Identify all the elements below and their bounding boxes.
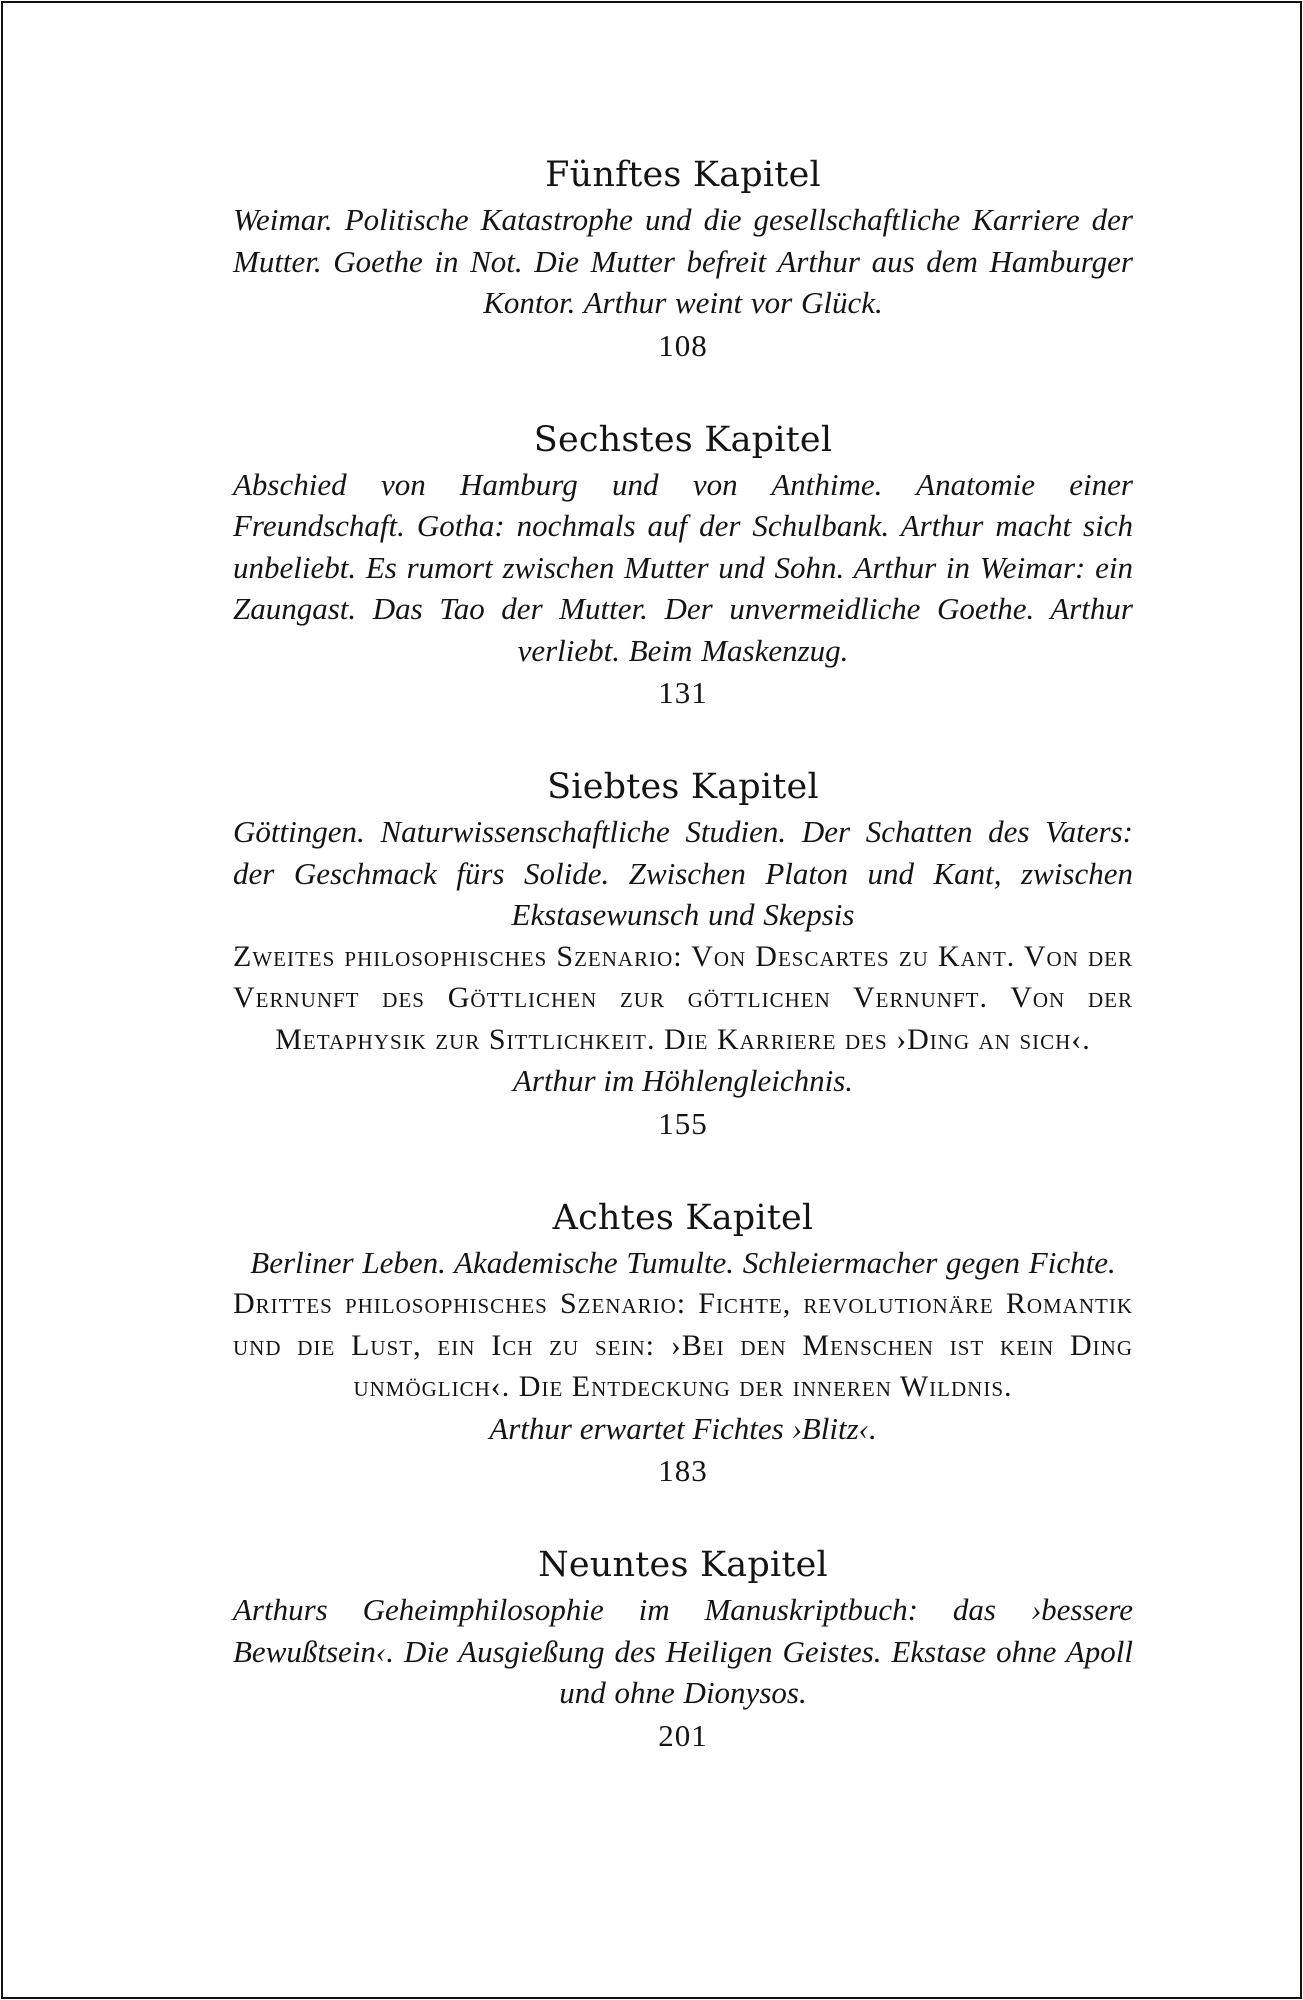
- chapter-7: [233, 763, 1133, 1146]
- chapter-6: [233, 416, 1133, 716]
- chapter-summary: Abschied von Hamburg und von Anthime. Anatomie einer Freundschaft. Gotha: nochmals auf der Schulbank. Arthur macht sich unbeliebt. Es rumort zwischen Mutter und Sohn. Arthur in Weimar: ein Zaungast. Das Tao der Mutter. Der unvermeidliche Goethe. Arthur verliebt. Beim Maskenzug.: [233, 466, 1133, 668]
- page-number: 131: [658, 675, 708, 710]
- chapter-summary: Weimar. Politische Katastrophe und die gesellschaftliche Karriere der Mutter. Goethe in Not. Die Mutter befreit Arthur aus dem Hamburger Kontor. Arthur weint vor Glück.: [233, 202, 1133, 320]
- chapter-summary: Göttingen. Naturwissenschaftliche Studien. Der Schatten des Vaters: der Geschmack fürs Solide. Zwischen Platon und Kant, zwischen Ekstasewunsch und Skepsis: [233, 814, 1133, 932]
- philosophical-scenario: Zweites philosophisches Szenario: Von Descartes zu Kant. Von der Vernunft des Göttlichen zur göttlichen Vernunft. Von der Metaphysik zur Sittlichkeit. Die Karriere des ›Ding an sich‹.: [233, 939, 1133, 1056]
- chapter-summary: Arthurs Geheimphilosophie im Manuskriptbuch: das ›bessere Bewußtsein‹. Die Ausgießung des Heiligen Geistes. Ekstase ohne Apoll und ohne Dionysos.: [233, 1592, 1133, 1710]
- page-number: 108: [658, 327, 708, 363]
- page-number: 183: [658, 1453, 708, 1488]
- table-of-contents: [233, 151, 1133, 1806]
- chapter-9: [233, 1541, 1133, 1758]
- page-number: 155: [658, 1105, 708, 1141]
- philosophical-scenario: Drittes philosophisches Szenario: Fichte, revolutionäre Romantik und die Lust, ein Ich zu sein: ›Bei den Menschen ist kein Ding unmöglich‹. Die Entdeckung der inneren Wildnis.: [233, 1287, 1133, 1403]
- chapter-title: Siebtes Kapitel: [547, 767, 819, 807]
- page-number: 201: [658, 1717, 708, 1753]
- chapter-closing-line: Arthur erwartet Fichtes ›Blitz‹.: [489, 1410, 877, 1446]
- chapter-title: Fünftes Kapitel: [545, 155, 821, 195]
- chapter-title: Neuntes Kapitel: [538, 1545, 828, 1585]
- chapter-5: [233, 151, 1133, 368]
- chapter-title: Achtes Kapitel: [552, 1197, 814, 1238]
- chapter-closing-line: Arthur im Höhlengleichnis.: [512, 1063, 854, 1098]
- page: [1, 1, 1302, 1999]
- chapter-8: [233, 1194, 1133, 1494]
- chapter-summary: Berliner Leben. Akademische Tumulte. Schleiermacher gegen Fichte.: [250, 1244, 1116, 1280]
- chapter-title: Sechstes Kapitel: [533, 419, 833, 460]
